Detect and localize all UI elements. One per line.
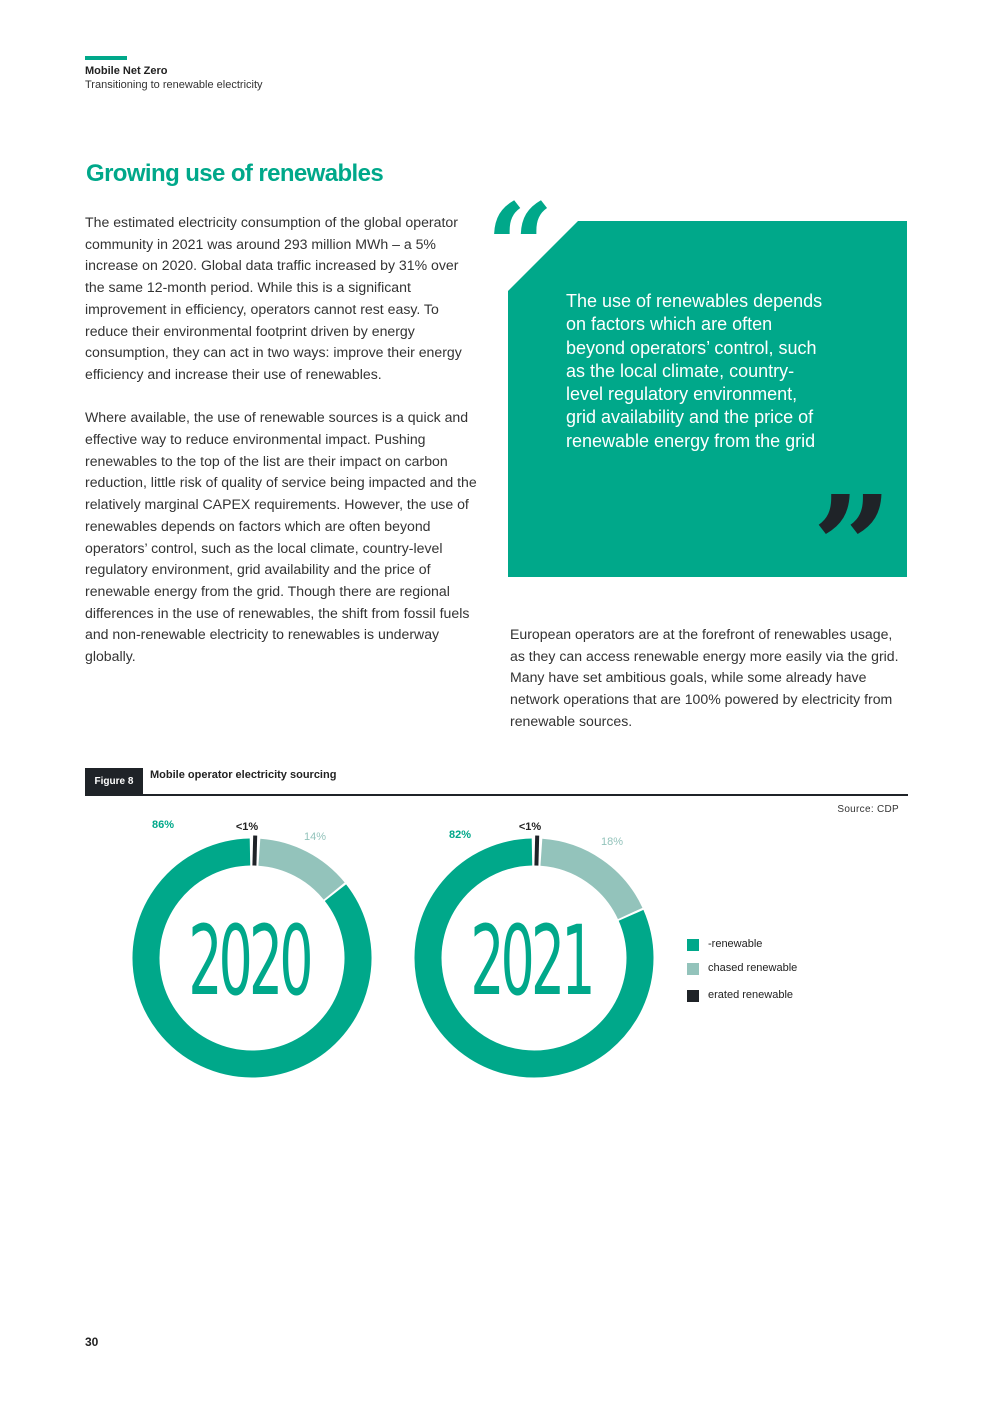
report-subtitle: Transitioning to renewable electricity (85, 79, 263, 91)
figure-source: Source: CDP (837, 804, 899, 815)
left-paragraph-2: Where available, the use of renewable sources is a quick and effective way to reduce environmental impact. Pushing renewables to the top of the list are their impact on carbon reduction, little risk of quality of service being impacted and the relatively marginal CAPEX requirements. However, the use of renewables depends on factors which are often beyond operators’ control, such as the local climate, country-level regulatory environment, grid availability and the price of renewable energy from the grid. Though there are regional differences in the use of renewables, the shift from fossil fuels and non-renewable electricity to renewables is underway globally. (85, 409, 477, 665)
donut-value-label-2020-non-renewable: 86% (151, 819, 175, 831)
open-quote-icon: “ (486, 177, 554, 316)
donut-value-label-2021-self-generated-renewable: <1% (518, 821, 542, 833)
close-quote-icon: ” (812, 466, 893, 630)
right-paragraph-1: European operators are at the forefront of renewables usage, as they can access renewable energy more easily via the grid. Many have set ambitious goals, while some already have network operations that are 100% powered by electricity from renewable sources. (510, 626, 899, 729)
donut-year-label-2021: 2021 (470, 905, 592, 1017)
legend-swatch-non-renewable (687, 939, 699, 951)
donut-value-label-2020-self-generated-renewable: <1% (235, 821, 259, 833)
donut-value-label-2020-purchased-renewable: 14% (303, 831, 327, 843)
donut-segment-2021-self-generated-renewable (536, 836, 537, 866)
donut-segment-2020-self-generated-renewable (254, 836, 255, 866)
legend-label-self-generated-renewable: erated renewable (708, 989, 794, 1001)
donut-value-label-2021-non-renewable: 82% (448, 829, 472, 841)
pull-quote-text: The use of renewables depends on factors which are often beyond operators’ control, such as the local climate, country-level regulatory environment, grid availability and the price of renewable energy from the grid (566, 291, 823, 451)
legend-swatch-self-generated-renewable (687, 990, 699, 1002)
section-title: Growing use of renewables (86, 160, 384, 187)
donut-value-label-2021-purchased-renewable: 18% (600, 836, 624, 848)
page-number: 30 (85, 1335, 99, 1349)
donut-segment-2020-purchased-renewable (259, 852, 334, 891)
report-title: Mobile Net Zero (85, 65, 168, 77)
left-paragraph-1: The estimated electricity consumption of the global operator community in 2021 was around 293 million MWh – a 5% increase on 2020. Global data traffic increased by 31% over the same 12-month period. While this is a significant improvement in efficiency, operators cannot rest easy. To reduce their environmental footprint driven by energy consumption, they can act in two ways: improve their energy efficiency and increase their use of renewables. (85, 214, 462, 382)
donut-year-label-2020: 2020 (188, 905, 310, 1017)
legend-label-purchased-renewable: chased renewable (708, 962, 798, 974)
figure-title: Mobile operator electricity sourcing (150, 769, 337, 781)
legend-label-non-renewable: -renewable (708, 938, 763, 950)
figure-label: Figure 8 (85, 768, 143, 795)
legend-swatch-purchased-renewable (687, 963, 699, 975)
